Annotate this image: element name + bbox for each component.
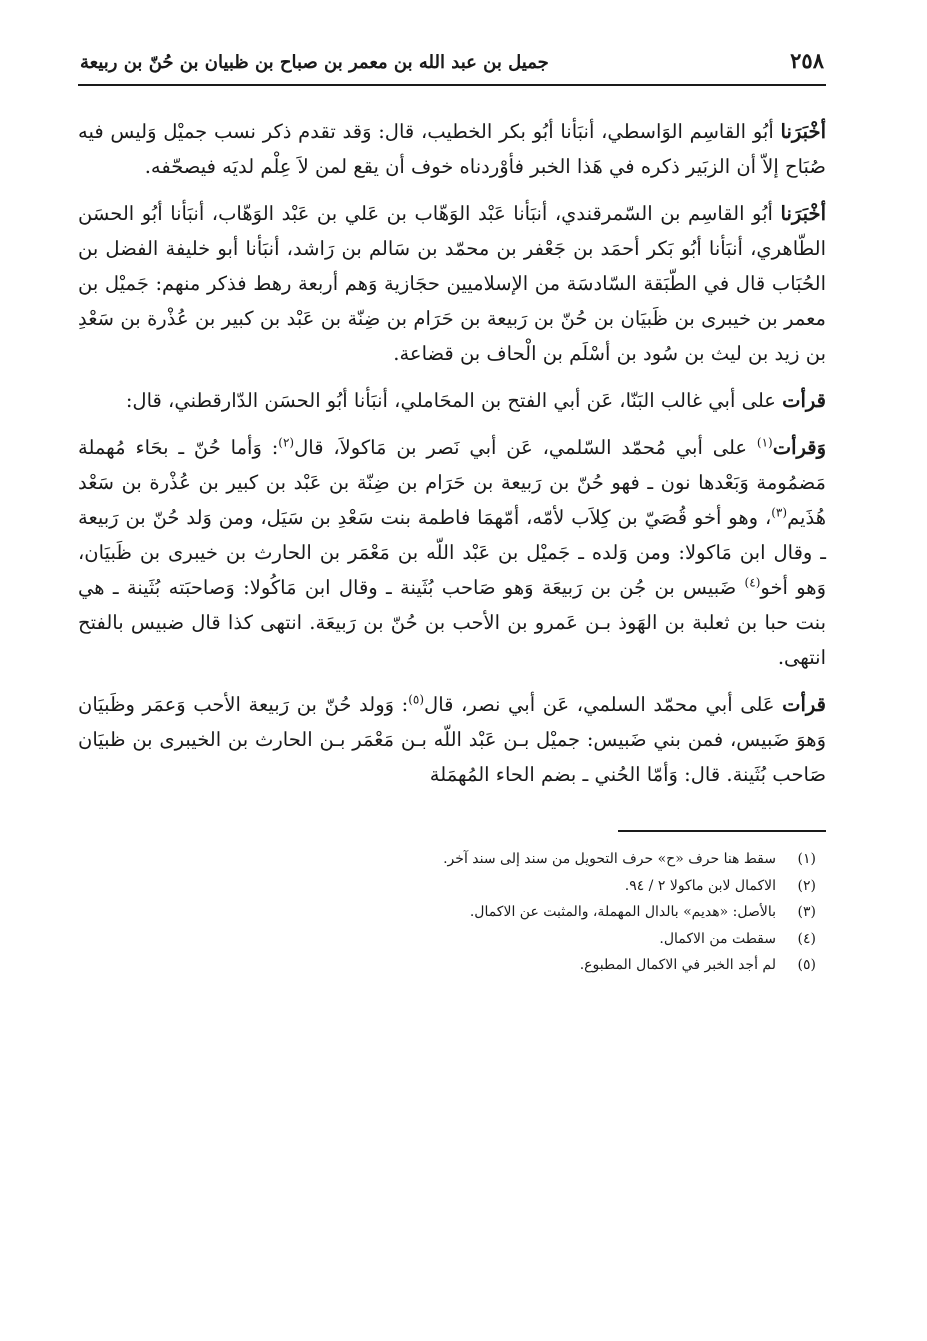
footnote-text: بالأصل: «هديم» بالدال المهملة، والمثبت عن الاكمال. xyxy=(469,904,776,920)
footnote-rule xyxy=(618,830,826,832)
paragraph-lead: قرأت xyxy=(782,693,826,716)
footnote xyxy=(78,846,816,873)
paragraph-text: على أبي مُحمّد السّلمي، عَن أبي نَصر بن مَاكولاَ، قال xyxy=(294,436,757,459)
footnote-ref[interactable]: (٣) xyxy=(771,505,788,520)
paragraph xyxy=(78,114,826,184)
footnote-text: لم أجد الخبر في الاكمال المطبوع. xyxy=(579,957,776,973)
footnote xyxy=(78,926,816,953)
footnote-number: (١) xyxy=(797,851,816,867)
paragraph-text: أبُو القاسِم بن السّمرقندي، أنبَأنا عَبْد الوَهّاب بن عَلي بن عَبْد الوَهّاب، أنبَأنا أبُو الحسَن الطّاهري، أنبَأنا أبُو بَكر أحمَد بن جَعْفر بن محمّد بن سَالم بن رَاشد، أنبَأنا أبو خليفة الفضل بن الحُبَاب قال في الطّبَقة السّادسَة من الإسلاميين حجَازية وَهم أربعة رهط فذكر منهم: جَميْل بن معمر بن خيبرى بن ظَبيَان بن حُنّ بن رَبيعة بن حَرَام بن ضِنّة بن عَبْد بن كبير بن عُذْرة بن سَعْدِ بن زيد بن ليث بن سُود بن أسْلَم بن الْحاف بن قضاعة. xyxy=(78,202,826,365)
footnote xyxy=(78,899,816,926)
page-number: ٢٥٨ xyxy=(790,48,824,73)
paragraph xyxy=(78,430,826,675)
paragraph-lead: وَقرأت xyxy=(772,436,826,459)
paragraph-lead: أخْبَرَنا xyxy=(780,202,826,225)
footnote-separator xyxy=(78,804,826,846)
footnote-text: سقط هنا حرف «ح» حرف التحويل من سند إلى سند آخر. xyxy=(443,851,776,867)
paragraph-text: عَلى أبي محمّد السلمي، عَن أبي نصر، قال xyxy=(424,693,783,716)
running-title: جميل بن عبد الله بن معمر بن صباح بن ظبيان بن حُنّ بن ربيعة xyxy=(80,52,549,73)
paragraph xyxy=(78,687,826,792)
footnote-ref[interactable]: (١) xyxy=(756,435,773,450)
main-text xyxy=(78,114,826,792)
footnote xyxy=(78,873,816,900)
paragraph-text: أبُو القاسِم الوَاسطي، أنبَأنا أبُو بكر الخطيب، قال: وَقد تقدم ذكر نسب جميْل وَليس فيه صُبَاح إلاّ أن الزبَير ذكره في هَذا الخبر فأوْردناه خوف أن يقع لمن لاَ عِلْم لديَه فيصحّفه. xyxy=(78,120,826,178)
footnote-number: (٣) xyxy=(797,904,816,920)
paragraph-text: ، وهو أخو قُصَيّ بن كِلاَب لأمّه، أمّهمَا فاطمة بنت سَعْدِ بن سَيَل، ومن وَلد حُنّ بن رَبيعة ـ وقال ابن مَاكولا: ومن وَلده ـ جَميْل بن عَبْد اللّه بن مَعْمَر بن الحارث بن خيبرى بن ظَبيَان، وَهو أخو xyxy=(78,506,826,599)
book-page xyxy=(78,48,826,1328)
footnote-ref[interactable]: (٥) xyxy=(408,692,425,707)
footnote-ref[interactable]: (٤) xyxy=(744,575,761,590)
paragraph-lead: قرأت xyxy=(782,389,826,412)
paragraph xyxy=(78,383,826,418)
footnote-number: (٥) xyxy=(797,957,816,973)
paragraph-text: ضَبيس بن جُن بن رَبيعَة وَهو صَاحب بُثَينة ـ وقال ابن مَاكُولا: وَصاحبَته بُثَينة ـ هي بنت حبا بن ثعلبة بن الهَوذ بـن عَمرو بن الأحب بن حُنّ بن رَبيعَة. انتهى كذا قال ضبيس بالفتح انتهى. xyxy=(78,576,826,669)
paragraph-lead: أخْبَرَنا xyxy=(780,120,826,143)
page-header xyxy=(78,48,826,86)
paragraph-text: : وَأما حُنّ ـ بحَاء مُهملة مَضمُومة وَبَعْدها نون ـ فهو حُنّ بن رَبيعة بن حَرَام بن ضِنّة بن عَبْد بن كبير بن عُذْرة بن سَعْد هُذَيم xyxy=(78,436,826,529)
paragraph xyxy=(78,196,826,371)
footnote-number: (٤) xyxy=(797,930,816,947)
footnote-number: (٢) xyxy=(797,877,816,894)
footnote-text: سقطت من الاكمال. xyxy=(659,930,776,947)
paragraph-text: على أبي غالب البَنّا، عَن أبي الفتح بن المحَاملي، أنبَأنا أبُو الحسَن الدّارقطني، قال: xyxy=(125,389,783,412)
footnote-text: الاكمال لابن ماكولا ٢ / ٩٤. xyxy=(624,877,776,894)
footnotes xyxy=(78,846,826,979)
paragraph-text: : وَولد حُنّ بن رَبيعة الأحب وَعمَر وظَبيَان وَهوَ ضَبيس، فمن بني ضَبيس: جميْل بـن عَبْد اللّه بـن مَعْمَر بـن الحارث بن الخيبرى بن ظبيَان صَاحب بُثَينة. قال: وَأمّا الحُني ـ بضم الحاء المُهمَلة xyxy=(78,693,826,786)
footnote-ref[interactable]: (٢) xyxy=(278,435,295,450)
footnote xyxy=(78,952,816,979)
